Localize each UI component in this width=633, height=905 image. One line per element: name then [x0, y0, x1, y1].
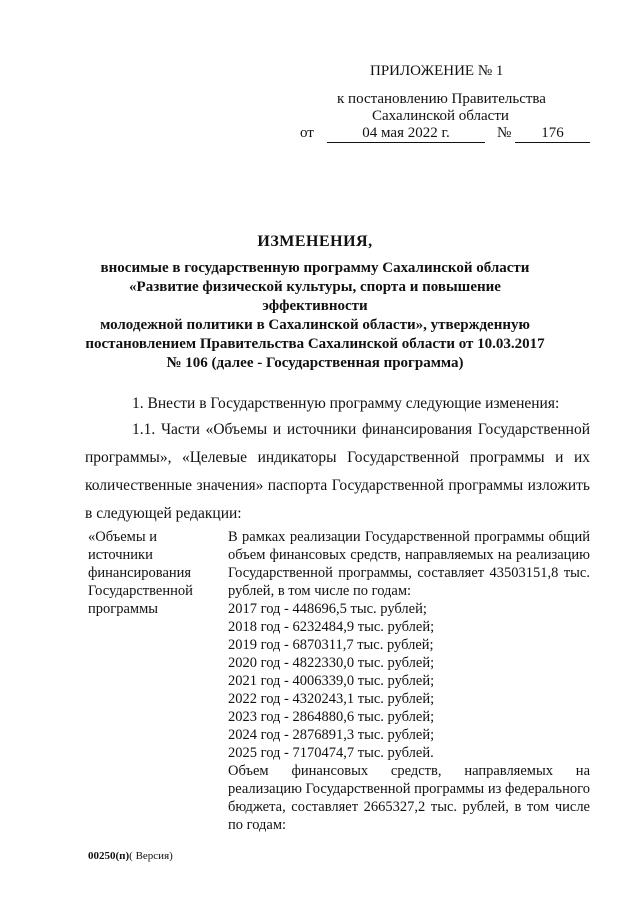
- number-field: 176: [515, 124, 590, 143]
- funding-year-2023: 2023 год - 2864880,6 тыс. рублей;: [228, 709, 435, 725]
- table-right-cell: [228, 528, 590, 834]
- title-line3: молодежной политики в Сахалинской области», утвержденную: [100, 317, 530, 333]
- table-left-line: программы: [88, 601, 158, 617]
- table-left-cell: [88, 528, 214, 618]
- date-field: 04 мая 2022 г.: [327, 124, 485, 143]
- document-code: 00250(п): [88, 850, 130, 862]
- funding-year-2018: 2018 год - 6232484,9 тыс. рублей;: [228, 619, 435, 635]
- funding-year-2020: 2020 год - 4822330,0 тыс. рублей;: [228, 655, 435, 671]
- funding-year-2025: 2025 год - 7170474,7 тыс. рублей.: [228, 745, 434, 761]
- funding-year-2022: 2022 год - 4320243,1 тыс. рублей;: [228, 691, 435, 707]
- table-left-line: Государственной: [88, 583, 193, 599]
- document-title-block: [80, 232, 550, 373]
- paragraph-1: 1. Внести в Государственную программу следующие изменения:: [132, 395, 560, 412]
- federal-funding: Объем финансовых средств, направляемых на реализацию Государственной программы из федерального бюджета, составляет 2665327,2 тыс. рублей, в том числе по годам:: [228, 763, 590, 833]
- funding-year-2021: 2021 год - 4006339,0 тыс. рублей;: [228, 673, 435, 689]
- funding-year-2024: 2024 год - 2876891,3 тыс. рублей;: [228, 727, 435, 743]
- document-footer: [88, 850, 173, 862]
- title-line4: постановлением Правительства Сахалинской области от 10.03.2017: [85, 336, 545, 352]
- title-line5: № 106 (далее - Государственная программа): [166, 355, 464, 371]
- title-line1: вносимые в государственную программу Сахалинской области: [100, 260, 530, 276]
- funding-year-2017: 2017 год - 448696,5 тыс. рублей;: [228, 601, 427, 617]
- appendix-title: ПРИЛОЖЕНИЕ № 1: [370, 63, 504, 79]
- table-left-line: финансирования: [88, 565, 192, 581]
- from-label: от: [300, 125, 314, 141]
- funding-year-2019: 2019 год - 6870311,7 тыс. рублей;: [228, 637, 434, 653]
- table-left-line: «Объемы и: [88, 529, 157, 545]
- appendix-line1: к постановлению Правительства: [337, 91, 546, 107]
- number-label: №: [497, 125, 512, 141]
- funding-intro: В рамках реализации Государственной программы общий объем финансовых средств, направляемых на реализацию Государственной программы, составляет 43503151,8 тыс. рублей, в том числе по годам:: [228, 529, 590, 599]
- appendix-line2: Сахалинской области: [372, 108, 509, 124]
- title-line2: «Развитие физической культуры, спорта и повышение эффективности: [129, 279, 501, 314]
- version-label: ( Версия): [129, 850, 173, 862]
- paragraph-1-1: 1.1. Части «Объемы и источники финансирования Государственной программы», «Целевые индикаторы Государственной программы и их количественные значения» паспорта Государственной программы изложить в следующей редакции:: [85, 421, 590, 522]
- document-title: ИЗМЕНЕНИЯ,: [257, 233, 373, 250]
- table-left-line: источники: [88, 547, 153, 563]
